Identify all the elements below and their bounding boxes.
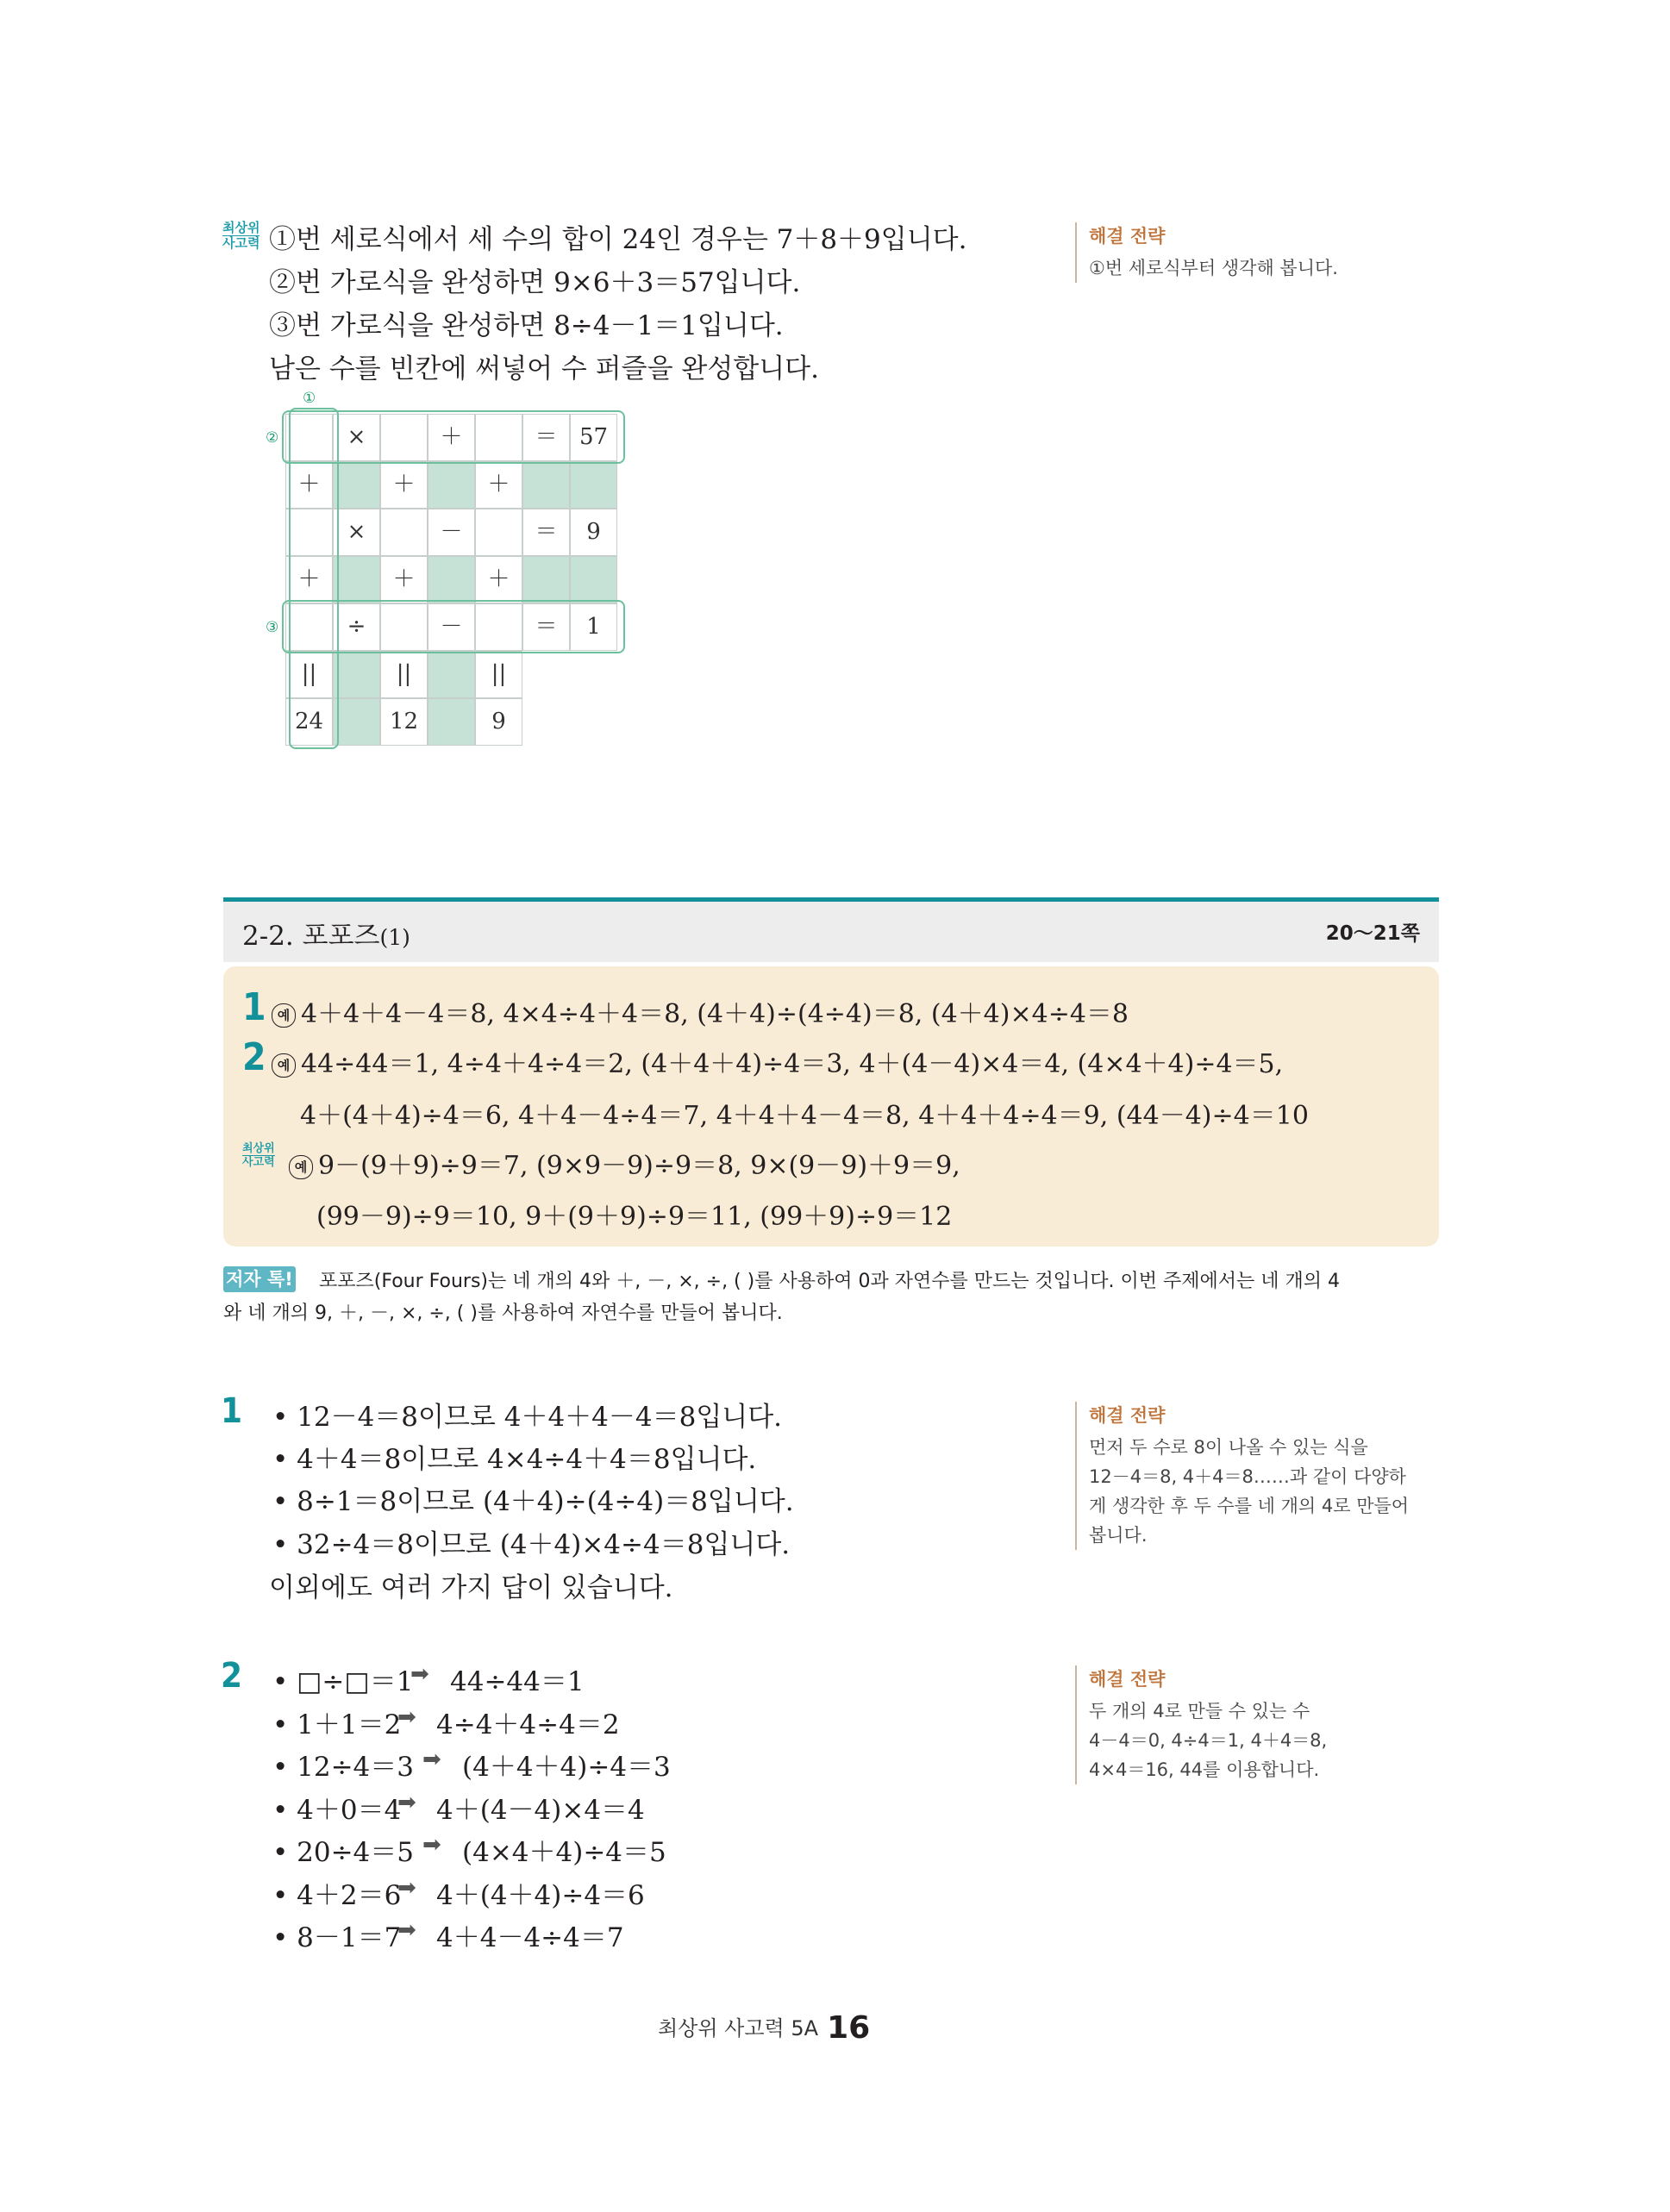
strategy-box-problem1 (1075, 1402, 1409, 1550)
puzzle-cell: 9 (570, 509, 617, 556)
right-arrow-icon: ➡ (397, 1917, 416, 1943)
strategy-line-1: 두 개의 4로 만들 수 있는 수 (1089, 1701, 1310, 1721)
puzzle-cell: × (333, 414, 380, 461)
puzzle-cell (333, 698, 380, 746)
puzzle-cell: 57 (570, 414, 617, 461)
answer-3-line-1: 예 9－(9＋9)÷9＝7, (9×9－9)÷9＝8, 9×(9－9)＋9＝9, (289, 1144, 960, 1182)
problem2-expression: • 8－1＝7 (272, 1922, 402, 1953)
strategy-box-top (1075, 222, 1338, 283)
puzzle-cell: ＝ (522, 414, 570, 461)
puzzle-cell: － (428, 509, 475, 556)
problem1-line-1: • 12－4＝8이므로 4＋4＋4－4＝8입니다. (272, 1402, 783, 1433)
problem1-line-5: 이외에도 여러 가지 답이 있습니다. (269, 1572, 673, 1603)
problem-number-1: 1 (221, 1391, 243, 1431)
right-arrow-icon: ➡ (397, 1703, 416, 1730)
section-header (223, 902, 1439, 962)
right-arrow-icon: ➡ (422, 1832, 441, 1858)
puzzle-cell: － (428, 603, 475, 651)
strategy-line-2: 4－4＝0, 4÷4＝1, 4＋4＝8, (1089, 1730, 1328, 1751)
answer-2-line-2: 4＋(4＋4)÷4＝6, 4＋4－4÷4＝7, 4＋4＋4－4＝8, 4＋4＋4÷4＝9, (44－4)÷4＝10 (300, 1101, 1309, 1131)
answer-2-line-1: 예 44÷44＝1, 4÷4＋4÷4＝2, (4＋4＋4)÷4＝3, 4＋(4－4)×4＝4, (4×4＋4)÷4＝5, (272, 1042, 1283, 1080)
answer-number-1: 1 (242, 985, 266, 1029)
problem2-expression: • 4＋2＝6 (272, 1879, 402, 1911)
puzzle-cell: ＋ (380, 556, 428, 603)
puzzle-cell: ＋ (285, 556, 333, 603)
section-pages: 20～21쪽 (1325, 922, 1420, 945)
puzzle-cell: ＋ (475, 556, 522, 603)
strategy-title: 해결 전략 (1089, 1405, 1166, 1426)
puzzle-cell: ＋ (285, 461, 333, 509)
problem2-expression: • 20÷4＝5 (272, 1837, 415, 1868)
strategy-body: ①번 세로식부터 생각해 봅니다. (1089, 258, 1338, 278)
puzzle-cell: 12 (380, 698, 428, 746)
right-arrow-icon: ➡ (410, 1661, 429, 1687)
answer-number-2: 2 (242, 1035, 266, 1079)
strategy-line-1: 먼저 두 수로 8이 나올 수 있는 식을 (1089, 1437, 1368, 1458)
solution-line-2: ②번 가로식을 완성하면 9×6＋3＝57입니다. (269, 267, 801, 298)
problem2-expression: • 12÷4＝3 (272, 1752, 415, 1783)
example-mark: 예 (272, 1003, 296, 1028)
puzzle-cell (333, 461, 380, 509)
strategy-line-4: 봅니다. (1089, 1525, 1148, 1546)
strategy-title: 해결 전략 (1089, 226, 1166, 247)
puzzle-cell (522, 556, 570, 603)
column-label-1: ① (303, 390, 316, 407)
problem-number-2: 2 (221, 1656, 243, 1696)
top-level-badge-2: 최상위 사고력 (242, 1142, 275, 1169)
puzzle-cell: 1 (570, 603, 617, 651)
author-tip-label: 저자 톡! (223, 1266, 296, 1292)
puzzle-cell (333, 556, 380, 603)
puzzle-cell: × (333, 509, 380, 556)
puzzle-cell: ＋ (428, 414, 475, 461)
problem1-line-4: • 32÷4＝8이므로 (4＋4)×4÷4＝8입니다. (272, 1529, 791, 1560)
answer-1: 예 4＋4＋4－4＝8, 4×4÷4＋4＝8, (4＋4)÷(4÷4)＝8, (4＋4)×4÷4＝8 (272, 992, 1129, 1030)
strategy-line-2: 12－4＝8, 4＋4＝8……과 같이 다양하 (1089, 1466, 1406, 1487)
solution-line-4: 남은 수를 빈칸에 써넣어 수 퍼즐을 완성합니다. (269, 353, 819, 384)
author-tip-line-1: 포포즈(Four Fours)는 네 개의 4와 ＋, －, ×, ÷, ( )를 사용하여 0과 자연수를 만드는 것입니다. 이번 주제에서는 네 개의 4 (319, 1271, 1340, 1292)
answer-box (223, 966, 1439, 1247)
puzzle-cell (333, 651, 380, 698)
problem2-four-fours: 4＋(4＋4)÷4＝6 (436, 1879, 645, 1911)
strategy-line-3: 게 생각한 후 두 수를 네 개의 4로 만들어 (1089, 1496, 1410, 1516)
strategy-title: 해결 전략 (1089, 1669, 1166, 1690)
row-2-highlight (282, 410, 625, 464)
problem2-four-fours: 4＋4－4÷4＝7 (436, 1922, 624, 1953)
page-number: 16 (827, 2010, 871, 2046)
puzzle-cell: ÷ (333, 603, 380, 651)
puzzle-cell (428, 651, 475, 698)
puzzle-cell (380, 509, 428, 556)
puzzle-cell: 24 (285, 698, 333, 746)
puzzle-cell (475, 509, 522, 556)
puzzle-cell: || (285, 651, 333, 698)
puzzle-cell: 9 (475, 698, 522, 746)
problem2-four-fours: 4÷4＋4÷4＝2 (436, 1709, 620, 1740)
solution-line-3: ③번 가로식을 완성하면 8÷4－1＝1입니다. (269, 310, 784, 341)
strategy-box-problem2 (1075, 1665, 1327, 1784)
puzzle-cell: || (475, 651, 522, 698)
problem1-line-3: • 8÷1＝8이므로 (4＋4)÷(4÷4)＝8입니다. (272, 1486, 794, 1517)
problem1-line-2: • 4＋4＝8이므로 4×4÷4＋4＝8입니다. (272, 1444, 757, 1475)
problem2-expression: • 4＋0＝4 (272, 1794, 402, 1826)
strategy-line-3: 4×4＝16, 44를 이용합니다. (1089, 1759, 1320, 1780)
answer-3-line-2: (99－9)÷9＝10, 9＋(9＋9)÷9＝11, (99＋9)÷9＝12 (316, 1202, 953, 1232)
example-mark: 예 (272, 1053, 296, 1078)
book-title: 최상위 사고력 5A (658, 2016, 819, 2040)
puzzle-cell (428, 556, 475, 603)
puzzle-cell: ＋ (380, 461, 428, 509)
puzzle-cell (428, 698, 475, 746)
top-level-badge: 최상위 사고력 (222, 220, 260, 251)
puzzle-cell: ＝ (522, 509, 570, 556)
row-label-2: ② (266, 429, 279, 447)
example-mark: 예 (289, 1155, 313, 1179)
puzzle-cell: ＋ (475, 461, 522, 509)
solution-line-1: ①번 세로식에서 세 수의 합이 24인 경우는 7＋8＋9입니다. (269, 224, 967, 255)
puzzle-cell (570, 556, 617, 603)
author-tip-line-2: 와 네 개의 9, ＋, －, ×, ÷, ( )를 사용하여 자연수를 만들어 봅니다. (223, 1303, 783, 1324)
puzzle-cell (428, 461, 475, 509)
section-title: 2-2. 포포즈(1) (242, 921, 410, 952)
right-arrow-icon: ➡ (422, 1746, 441, 1772)
right-arrow-icon: ➡ (397, 1789, 416, 1815)
row-3-highlight (282, 600, 625, 653)
page-footer (658, 2010, 870, 2046)
puzzle-cell: || (380, 651, 428, 698)
problem2-four-fours: (4＋4＋4)÷4＝3 (462, 1752, 671, 1783)
problem2-four-fours: 4＋(4－4)×4＝4 (436, 1794, 645, 1826)
problem2-four-fours: 44÷44＝1 (450, 1666, 585, 1697)
problem2-expression: • 1＋1＝2 (272, 1709, 402, 1740)
row-label-3: ③ (266, 619, 279, 636)
problem2-expression: • □÷□＝1 (272, 1666, 414, 1697)
puzzle-cell (522, 461, 570, 509)
problem2-four-fours: (4×4＋4)÷4＝5 (462, 1837, 666, 1868)
puzzle-cell: ＝ (522, 603, 570, 651)
puzzle-cell (570, 461, 617, 509)
right-arrow-icon: ➡ (397, 1874, 416, 1901)
